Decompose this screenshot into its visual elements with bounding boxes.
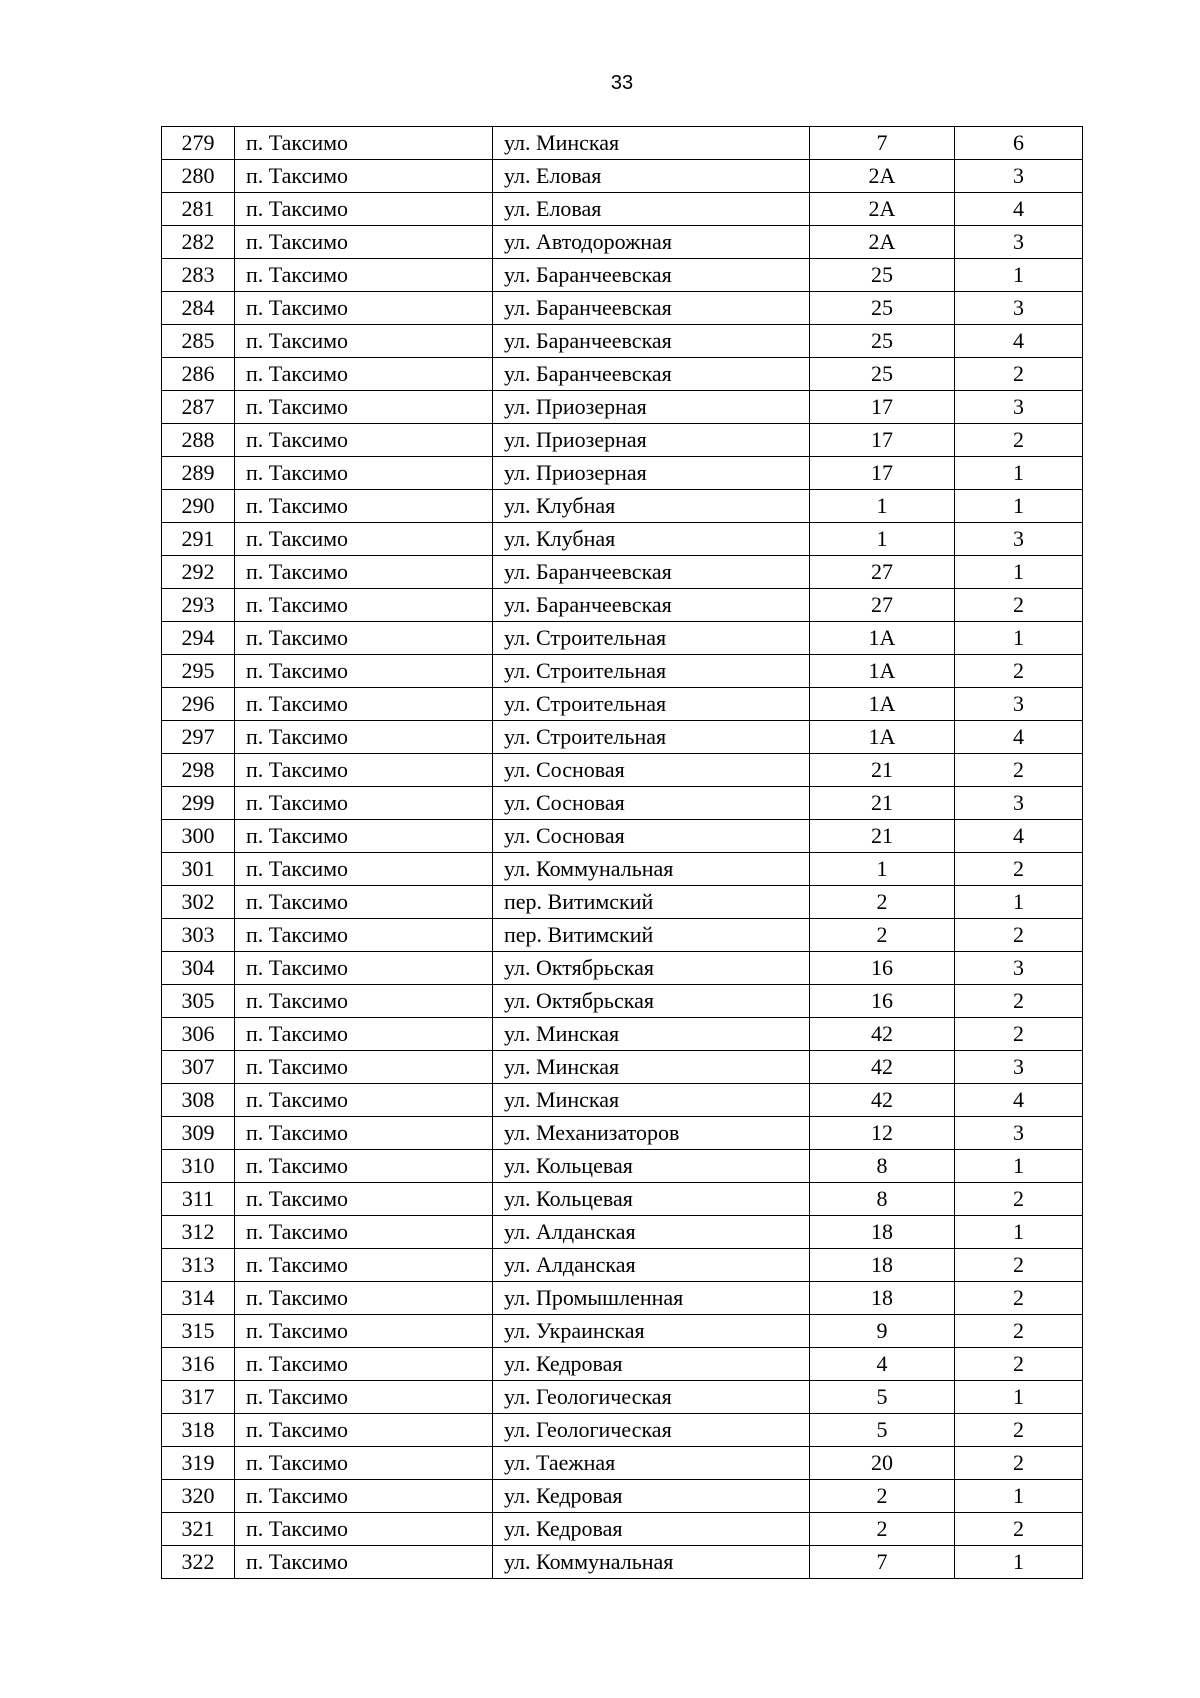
table-row	[162, 919, 1083, 952]
apartment-number-cell: 1	[955, 1216, 1083, 1249]
apartment-number-cell: 2	[955, 853, 1083, 886]
house-number-cell: 42	[810, 1051, 955, 1084]
settlement-cell: п. Таксимо	[235, 1315, 493, 1348]
house-number-cell: 25	[810, 358, 955, 391]
settlement-cell: п. Таксимо	[235, 391, 493, 424]
apartment-number-cell: 1	[955, 1480, 1083, 1513]
settlement-cell: п. Таксимо	[235, 424, 493, 457]
table-body	[162, 127, 1083, 1579]
table-row	[162, 1546, 1083, 1579]
apartment-number-cell: 2	[955, 985, 1083, 1018]
row-number-cell: 282	[162, 226, 235, 259]
street-cell: ул. Еловая	[493, 160, 810, 193]
street-cell: ул. Сосновая	[493, 787, 810, 820]
table-row	[162, 688, 1083, 721]
house-number-cell: 1А	[810, 721, 955, 754]
apartment-number-cell: 6	[955, 127, 1083, 160]
apartment-number-cell: 2	[955, 589, 1083, 622]
settlement-cell: п. Таксимо	[235, 1183, 493, 1216]
house-number-cell: 16	[810, 985, 955, 1018]
table-row	[162, 1249, 1083, 1282]
settlement-cell: п. Таксимо	[235, 160, 493, 193]
row-number-cell: 292	[162, 556, 235, 589]
street-cell: ул. Октябрьская	[493, 985, 810, 1018]
row-number-cell: 286	[162, 358, 235, 391]
settlement-cell: п. Таксимо	[235, 1348, 493, 1381]
street-cell: ул. Строительная	[493, 622, 810, 655]
row-number-cell: 308	[162, 1084, 235, 1117]
row-number-cell: 322	[162, 1546, 235, 1579]
apartment-number-cell: 3	[955, 1051, 1083, 1084]
street-cell: ул. Коммунальная	[493, 853, 810, 886]
table-row	[162, 886, 1083, 919]
settlement-cell: п. Таксимо	[235, 1150, 493, 1183]
street-cell: ул. Баранчеевская	[493, 358, 810, 391]
row-number-cell: 306	[162, 1018, 235, 1051]
address-table	[161, 126, 1083, 1579]
table-row	[162, 1447, 1083, 1480]
settlement-cell: п. Таксимо	[235, 556, 493, 589]
street-cell: пер. Витимский	[493, 919, 810, 952]
apartment-number-cell: 3	[955, 1117, 1083, 1150]
row-number-cell: 307	[162, 1051, 235, 1084]
house-number-cell: 8	[810, 1150, 955, 1183]
row-number-cell: 297	[162, 721, 235, 754]
street-cell: ул. Кедровая	[493, 1480, 810, 1513]
street-cell: ул. Алданская	[493, 1216, 810, 1249]
apartment-number-cell: 2	[955, 1513, 1083, 1546]
apartment-number-cell: 1	[955, 1381, 1083, 1414]
apartment-number-cell: 4	[955, 1084, 1083, 1117]
house-number-cell: 2А	[810, 226, 955, 259]
house-number-cell: 25	[810, 259, 955, 292]
street-cell: ул. Алданская	[493, 1249, 810, 1282]
street-cell: ул. Сосновая	[493, 754, 810, 787]
table-row	[162, 1183, 1083, 1216]
row-number-cell: 304	[162, 952, 235, 985]
table-row	[162, 193, 1083, 226]
settlement-cell: п. Таксимо	[235, 1018, 493, 1051]
house-number-cell: 21	[810, 754, 955, 787]
house-number-cell: 8	[810, 1183, 955, 1216]
settlement-cell: п. Таксимо	[235, 457, 493, 490]
table-row	[162, 160, 1083, 193]
street-cell: ул. Приозерная	[493, 424, 810, 457]
row-number-cell: 300	[162, 820, 235, 853]
house-number-cell: 27	[810, 556, 955, 589]
table-row	[162, 226, 1083, 259]
apartment-number-cell: 2	[955, 358, 1083, 391]
street-cell: ул. Строительная	[493, 721, 810, 754]
apartment-number-cell: 4	[955, 820, 1083, 853]
row-number-cell: 314	[162, 1282, 235, 1315]
house-number-cell: 1	[810, 490, 955, 523]
table-row	[162, 1084, 1083, 1117]
settlement-cell: п. Таксимо	[235, 226, 493, 259]
row-number-cell: 281	[162, 193, 235, 226]
street-cell: пер. Витимский	[493, 886, 810, 919]
settlement-cell: п. Таксимо	[235, 688, 493, 721]
row-number-cell: 287	[162, 391, 235, 424]
street-cell: ул. Сосновая	[493, 820, 810, 853]
apartment-number-cell: 2	[955, 1348, 1083, 1381]
street-cell: ул. Баранчеевская	[493, 259, 810, 292]
street-cell: ул. Кедровая	[493, 1513, 810, 1546]
table-row	[162, 127, 1083, 160]
apartment-number-cell: 1	[955, 556, 1083, 589]
table-row	[162, 853, 1083, 886]
table-row	[162, 523, 1083, 556]
table-row	[162, 457, 1083, 490]
apartment-number-cell: 3	[955, 292, 1083, 325]
house-number-cell: 17	[810, 457, 955, 490]
table-row	[162, 1315, 1083, 1348]
house-number-cell: 18	[810, 1249, 955, 1282]
table-row	[162, 325, 1083, 358]
apartment-number-cell: 4	[955, 325, 1083, 358]
table-row	[162, 358, 1083, 391]
settlement-cell: п. Таксимо	[235, 523, 493, 556]
table-row	[162, 655, 1083, 688]
row-number-cell: 301	[162, 853, 235, 886]
house-number-cell: 2	[810, 1513, 955, 1546]
row-number-cell: 318	[162, 1414, 235, 1447]
house-number-cell: 5	[810, 1414, 955, 1447]
street-cell: ул. Клубная	[493, 523, 810, 556]
settlement-cell: п. Таксимо	[235, 127, 493, 160]
settlement-cell: п. Таксимо	[235, 1216, 493, 1249]
table-row	[162, 589, 1083, 622]
settlement-cell: п. Таксимо	[235, 1447, 493, 1480]
apartment-number-cell: 2	[955, 1183, 1083, 1216]
apartment-number-cell: 2	[955, 655, 1083, 688]
apartment-number-cell: 3	[955, 787, 1083, 820]
house-number-cell: 7	[810, 1546, 955, 1579]
settlement-cell: п. Таксимо	[235, 1480, 493, 1513]
table-row	[162, 1216, 1083, 1249]
table-row	[162, 391, 1083, 424]
house-number-cell: 20	[810, 1447, 955, 1480]
table-row	[162, 787, 1083, 820]
street-cell: ул. Таежная	[493, 1447, 810, 1480]
row-number-cell: 293	[162, 589, 235, 622]
apartment-number-cell: 2	[955, 1018, 1083, 1051]
apartment-number-cell: 2	[955, 1315, 1083, 1348]
street-cell: ул. Минская	[493, 127, 810, 160]
table-row	[162, 1381, 1083, 1414]
table-row	[162, 1480, 1083, 1513]
apartment-number-cell: 4	[955, 193, 1083, 226]
apartment-number-cell: 3	[955, 952, 1083, 985]
apartment-number-cell: 3	[955, 226, 1083, 259]
apartment-number-cell: 1	[955, 622, 1083, 655]
settlement-cell: п. Таксимо	[235, 1117, 493, 1150]
street-cell: ул. Автодорожная	[493, 226, 810, 259]
table-row	[162, 1018, 1083, 1051]
table-row	[162, 292, 1083, 325]
table-row	[162, 1150, 1083, 1183]
row-number-cell: 312	[162, 1216, 235, 1249]
table-row	[162, 985, 1083, 1018]
table-row	[162, 1117, 1083, 1150]
apartment-number-cell: 1	[955, 886, 1083, 919]
apartment-number-cell: 2	[955, 1282, 1083, 1315]
apartment-number-cell: 3	[955, 688, 1083, 721]
table-row	[162, 952, 1083, 985]
apartment-number-cell: 2	[955, 1447, 1083, 1480]
street-cell: ул. Кедровая	[493, 1348, 810, 1381]
page-number: 33	[610, 72, 634, 94]
settlement-cell: п. Таксимо	[235, 622, 493, 655]
apartment-number-cell: 2	[955, 754, 1083, 787]
table-row	[162, 820, 1083, 853]
table-row	[162, 1051, 1083, 1084]
street-cell: ул. Минская	[493, 1051, 810, 1084]
settlement-cell: п. Таксимо	[235, 952, 493, 985]
settlement-cell: п. Таксимо	[235, 1051, 493, 1084]
row-number-cell: 279	[162, 127, 235, 160]
settlement-cell: п. Таксимо	[235, 1381, 493, 1414]
settlement-cell: п. Таксимо	[235, 1249, 493, 1282]
apartment-number-cell: 1	[955, 259, 1083, 292]
settlement-cell: п. Таксимо	[235, 490, 493, 523]
street-cell: ул. Октябрьская	[493, 952, 810, 985]
house-number-cell: 9	[810, 1315, 955, 1348]
house-number-cell: 21	[810, 820, 955, 853]
settlement-cell: п. Таксимо	[235, 919, 493, 952]
row-number-cell: 309	[162, 1117, 235, 1150]
apartment-number-cell: 1	[955, 457, 1083, 490]
table-row	[162, 424, 1083, 457]
table-row	[162, 490, 1083, 523]
apartment-number-cell: 1	[955, 1546, 1083, 1579]
apartment-number-cell: 2	[955, 424, 1083, 457]
row-number-cell: 316	[162, 1348, 235, 1381]
row-number-cell: 298	[162, 754, 235, 787]
street-cell: ул. Геологическая	[493, 1414, 810, 1447]
street-cell: ул. Коммунальная	[493, 1546, 810, 1579]
row-number-cell: 288	[162, 424, 235, 457]
house-number-cell: 27	[810, 589, 955, 622]
table-row	[162, 622, 1083, 655]
street-cell: ул. Строительная	[493, 655, 810, 688]
table-row	[162, 1414, 1083, 1447]
row-number-cell: 284	[162, 292, 235, 325]
row-number-cell: 283	[162, 259, 235, 292]
street-cell: ул. Минская	[493, 1084, 810, 1117]
table-row	[162, 556, 1083, 589]
house-number-cell: 18	[810, 1216, 955, 1249]
street-cell: ул. Баранчеевская	[493, 556, 810, 589]
row-number-cell: 313	[162, 1249, 235, 1282]
street-cell: ул. Клубная	[493, 490, 810, 523]
apartment-number-cell: 1	[955, 490, 1083, 523]
row-number-cell: 291	[162, 523, 235, 556]
table-row	[162, 259, 1083, 292]
table-row	[162, 1513, 1083, 1546]
house-number-cell: 1	[810, 523, 955, 556]
house-number-cell: 25	[810, 292, 955, 325]
table-row	[162, 721, 1083, 754]
street-cell: ул. Баранчеевская	[493, 325, 810, 358]
row-number-cell: 302	[162, 886, 235, 919]
row-number-cell: 311	[162, 1183, 235, 1216]
row-number-cell: 289	[162, 457, 235, 490]
house-number-cell: 25	[810, 325, 955, 358]
settlement-cell: п. Таксимо	[235, 358, 493, 391]
street-cell: ул. Строительная	[493, 688, 810, 721]
settlement-cell: п. Таксимо	[235, 1414, 493, 1447]
settlement-cell: п. Таксимо	[235, 1084, 493, 1117]
house-number-cell: 17	[810, 391, 955, 424]
table-row	[162, 754, 1083, 787]
row-number-cell: 310	[162, 1150, 235, 1183]
row-number-cell: 294	[162, 622, 235, 655]
street-cell: ул. Геологическая	[493, 1381, 810, 1414]
house-number-cell: 12	[810, 1117, 955, 1150]
house-number-cell: 17	[810, 424, 955, 457]
row-number-cell: 280	[162, 160, 235, 193]
apartment-number-cell: 2	[955, 1414, 1083, 1447]
house-number-cell: 42	[810, 1084, 955, 1117]
house-number-cell: 1А	[810, 688, 955, 721]
settlement-cell: п. Таксимо	[235, 325, 493, 358]
settlement-cell: п. Таксимо	[235, 589, 493, 622]
street-cell: ул. Баранчеевская	[493, 292, 810, 325]
settlement-cell: п. Таксимо	[235, 1513, 493, 1546]
house-number-cell: 5	[810, 1381, 955, 1414]
settlement-cell: п. Таксимо	[235, 820, 493, 853]
row-number-cell: 299	[162, 787, 235, 820]
apartment-number-cell: 3	[955, 523, 1083, 556]
street-cell: ул. Украинская	[493, 1315, 810, 1348]
settlement-cell: п. Таксимо	[235, 292, 493, 325]
row-number-cell: 303	[162, 919, 235, 952]
row-number-cell: 317	[162, 1381, 235, 1414]
house-number-cell: 1	[810, 853, 955, 886]
house-number-cell: 2	[810, 919, 955, 952]
row-number-cell: 319	[162, 1447, 235, 1480]
settlement-cell: п. Таксимо	[235, 787, 493, 820]
street-cell: ул. Еловая	[493, 193, 810, 226]
house-number-cell: 16	[810, 952, 955, 985]
house-number-cell: 1А	[810, 655, 955, 688]
street-cell: ул. Кольцевая	[493, 1150, 810, 1183]
settlement-cell: п. Таксимо	[235, 1546, 493, 1579]
settlement-cell: п. Таксимо	[235, 985, 493, 1018]
settlement-cell: п. Таксимо	[235, 1282, 493, 1315]
street-cell: ул. Баранчеевская	[493, 589, 810, 622]
apartment-number-cell: 3	[955, 160, 1083, 193]
row-number-cell: 295	[162, 655, 235, 688]
street-cell: ул. Промышленная	[493, 1282, 810, 1315]
row-number-cell: 321	[162, 1513, 235, 1546]
row-number-cell: 305	[162, 985, 235, 1018]
table-row	[162, 1282, 1083, 1315]
apartment-number-cell: 4	[955, 721, 1083, 754]
house-number-cell: 21	[810, 787, 955, 820]
table-row	[162, 1348, 1083, 1381]
street-cell: ул. Приозерная	[493, 457, 810, 490]
settlement-cell: п. Таксимо	[235, 754, 493, 787]
apartment-number-cell: 2	[955, 919, 1083, 952]
row-number-cell: 296	[162, 688, 235, 721]
house-number-cell: 42	[810, 1018, 955, 1051]
house-number-cell: 4	[810, 1348, 955, 1381]
settlement-cell: п. Таксимо	[235, 193, 493, 226]
settlement-cell: п. Таксимо	[235, 886, 493, 919]
house-number-cell: 2	[810, 1480, 955, 1513]
settlement-cell: п. Таксимо	[235, 259, 493, 292]
street-cell: ул. Механизаторов	[493, 1117, 810, 1150]
street-cell: ул. Кольцевая	[493, 1183, 810, 1216]
row-number-cell: 290	[162, 490, 235, 523]
apartment-number-cell: 2	[955, 1249, 1083, 1282]
row-number-cell: 285	[162, 325, 235, 358]
apartment-number-cell: 1	[955, 1150, 1083, 1183]
apartment-number-cell: 3	[955, 391, 1083, 424]
house-number-cell: 2	[810, 886, 955, 919]
street-cell: ул. Минская	[493, 1018, 810, 1051]
house-number-cell: 2А	[810, 193, 955, 226]
settlement-cell: п. Таксимо	[235, 655, 493, 688]
settlement-cell: п. Таксимо	[235, 721, 493, 754]
house-number-cell: 2А	[810, 160, 955, 193]
row-number-cell: 315	[162, 1315, 235, 1348]
house-number-cell: 18	[810, 1282, 955, 1315]
row-number-cell: 320	[162, 1480, 235, 1513]
settlement-cell: п. Таксимо	[235, 853, 493, 886]
house-number-cell: 7	[810, 127, 955, 160]
house-number-cell: 1А	[810, 622, 955, 655]
street-cell: ул. Приозерная	[493, 391, 810, 424]
